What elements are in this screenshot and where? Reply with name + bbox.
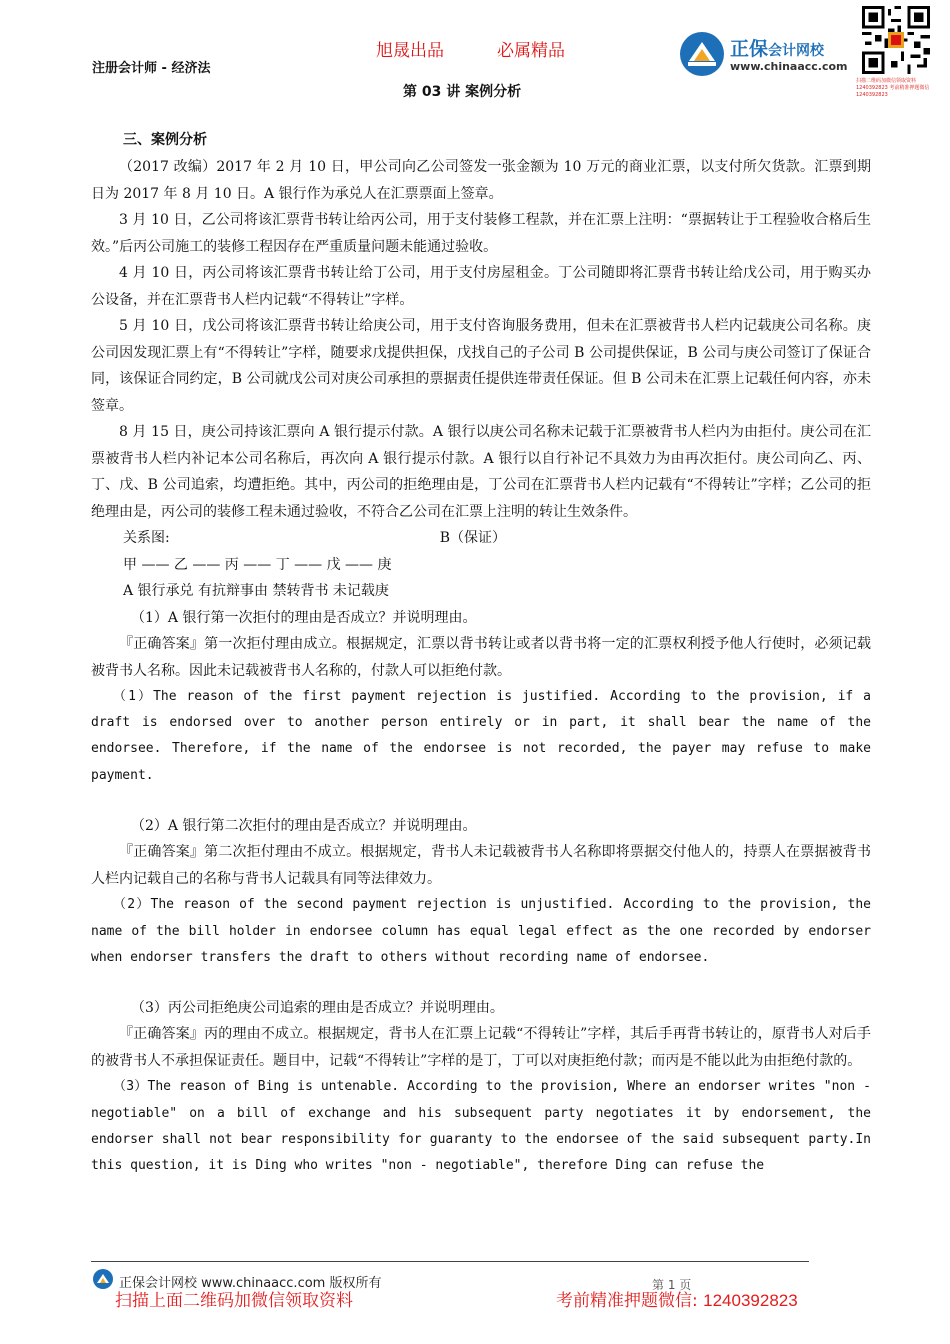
qr-caption: 扫描二维码加微信领取资料 1240392823 考前精准押题微信 1240392823 (856, 78, 930, 98)
answer-2: 『正确答案』第二次拒付理由不成立。根据规定，背书人未记载被背书人名称即将票据交付他人的，持票人在票据被背书人栏内记载自己的名称与背书人记载具有同等法律效力。 (91, 844, 871, 887)
relation-header-row (91, 525, 871, 552)
case-paragraph: （2017 改编）2017 年 2 月 10 日，甲公司向乙公司签发一张金额为 10 万元的商业汇票，以支付所欠货款。汇票到期日为 2017 年 8 月 10 日。A 银行作为承兑人在汇票票面上签章。 (91, 159, 871, 202)
brand-logo-icon (678, 30, 726, 78)
qr-code-icon[interactable] (862, 6, 930, 74)
brand-logo (678, 30, 856, 80)
answer-3: 『正确答案』丙的理由不成立。根据规定，背书人在汇票上记载“不得转让”字样，其后手再背书转让的，原背书人对后手的被背书人不承担保证责任。题目中，记载“不得转让”字样的是丁，丁可以对庚拒绝付款；而丙是不能以此为由拒绝付款的。 (91, 1026, 871, 1069)
footer-logo-icon (92, 1268, 114, 1290)
question-1: （1）A 银行第一次拒付的理由是否成立？并说明理由。 (131, 609, 477, 626)
answer-1-english: （1）The reason of the first payment rejection is justified. According to the provision, if a draft is endorsed over to another person entirely or in part, it shall bear the name of the endorsee. Therefore, if the name of the endorsee is not recorded, the payer may refuse to make payment. (91, 689, 871, 783)
case-paragraph: 5 月 10 日，戊公司将该汇票背书转让给庚公司，用于支付咨询服务费用，但未在汇票被背书人栏内记载庚公司名称。庚公司因发现汇票上有“不得转让”字样，随要求戊提供担保，戊找自己的子公司 B 公司提供保证，B 公司与庚公司签订了保证合同，该保证合同约定，B 公司就戊公司对庚公司承担的票据责任提供连带责任保证。但 B 公司未在汇票上记载任何内容，亦未签章。 (91, 318, 871, 414)
case-paragraph: 4 月 10 日，丙公司将该汇票背书转让给丁公司，用于支付房屋租金。丁公司随即将汇票背书转让给戊公司，用于购买办公设备，并在汇票背书人栏内记载“不得转让”字样。 (91, 265, 871, 308)
brand-subtitle: 会计网校 (768, 43, 825, 59)
slogan-right: 必属精品 (497, 41, 565, 61)
footer-divider (91, 1261, 809, 1262)
brand-name (730, 34, 824, 61)
answer-2-english: （2）The reason of the second payment rejection is unjustified. According to the provision, the name of the bill holder in endorsee column has equal legal effect as the one recorded by endorser when endorser transfers the draft to others without recording name of endorsee. (91, 897, 871, 965)
lecture-title: 第 03 讲 案例分析 (403, 84, 522, 100)
promo-left: 扫描上面二维码加微信领取资料 (115, 1291, 353, 1311)
section-title: 三、案例分析 (123, 132, 207, 148)
promo-right (556, 1286, 798, 1311)
case-paragraph: 8 月 15 日，庚公司持该汇票向 A 银行提示付款。A 银行以庚公司名称未记载于汇票被背书人栏内为由拒付。庚公司在汇票被背书人栏内补记本公司名称后，再次向 A 银行提示付款。A 银行以自行补记不具效力为由再次拒付。庚公司向乙、丙、丁、戊、B 公司追索，均遭拒绝。其中，丙公司的拒绝理由是，丁公司在汇票背书人栏内记载有“不得转让”字样；乙公司的拒绝理由是，丙公司的装修工程未通过验收，不符合乙公司在汇票上注明的转让生效条件。 (91, 424, 871, 520)
relation-diagram (91, 525, 871, 605)
relation-chain: 甲 —— 乙 —— 丙 —— 丁 —— 戊 —— 庚 (123, 556, 392, 573)
promo-wechat-number: 1240392823 (703, 1291, 798, 1310)
brand-url: www.chinaacc.com (730, 60, 848, 73)
slogan-left: 旭晟出品 (376, 41, 444, 61)
answer-3-english: （3）The reason of Bing is untenable. According to the provision, Where an endorser writes "non - negotiable" on a bill of exchange and his subsequent party negotiates it by endorsement, the endorser shall not bear responsibility for guaranty to the endorsee of the said subsequent party.In this question, it is Ding who writes "non - negotiable", therefore Ding can refuse the (91, 1079, 871, 1174)
answer-1: 『正确答案』第一次拒付理由成立。根据规定，汇票以背书转让或者以背书将一定的汇票权利授予他人行使时，必须记载被背书人名称。因此未记载被背书人名称的，付款人可以拒绝付款。 (91, 636, 871, 679)
relation-notes: A 银行承兑 有抗辩事由 禁转背书 未记载庚 (123, 583, 389, 599)
brand-title: 正保 (730, 38, 769, 60)
question-3: （3）丙公司拒绝庚公司追索的理由是否成立？并说明理由。 (131, 999, 504, 1016)
page-number: 第 1 页 (652, 1278, 692, 1292)
relation-label: 关系图: (123, 530, 170, 546)
course-subject: 注册会计师 - 经济法 (92, 61, 211, 76)
relation-guarantor: B（保证） (439, 530, 507, 546)
footer-copyright: 正保会计网校 www.chinaacc.com 版权所有 (119, 1276, 382, 1291)
question-2: （2）A 银行第二次拒付的理由是否成立？并说明理由。 (131, 817, 477, 834)
promo-right-label: 考前精准押题微信: (556, 1291, 698, 1311)
case-paragraph: 3 月 10 日，乙公司将该汇票背书转让给丙公司，用于支付装修工程款，并在汇票上注明：“票据转让于工程验收合格后生效。”后丙公司施工的装修工程因存在严重质量问题未能通过验收。 (91, 212, 871, 255)
case-analysis-body (91, 128, 871, 1179)
